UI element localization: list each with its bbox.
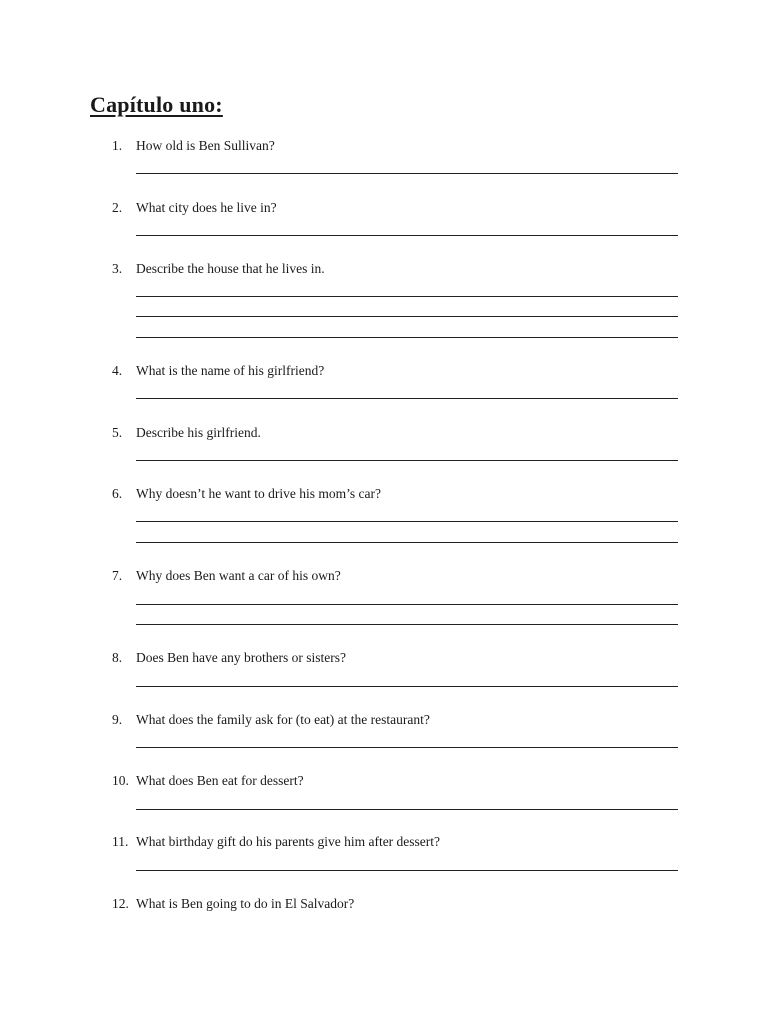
- question-number: 7.: [112, 568, 123, 583]
- answer-line[interactable]: [136, 337, 678, 338]
- answer-line[interactable]: [136, 604, 678, 605]
- question-text: What does the family ask for (to eat) at the restaurant?: [136, 712, 430, 727]
- question-text: Does Ben have any brothers or sisters?: [136, 650, 346, 665]
- answer-line[interactable]: [136, 542, 678, 543]
- answer-line[interactable]: [136, 398, 678, 399]
- question-number: 11.: [112, 834, 129, 849]
- answer-line[interactable]: [136, 624, 678, 625]
- answer-line[interactable]: [136, 521, 678, 522]
- question-number: 6.: [112, 486, 123, 501]
- question-text: What is the name of his girlfriend?: [136, 363, 325, 378]
- answer-line[interactable]: [136, 173, 678, 174]
- question-number: 5.: [112, 425, 123, 440]
- question-number: 4.: [112, 363, 123, 378]
- question-number: 1.: [112, 138, 123, 153]
- question-text: What city does he live in?: [136, 200, 277, 215]
- question-text: How old is Ben Sullivan?: [136, 138, 275, 153]
- question-number: 12.: [112, 896, 129, 911]
- answer-line[interactable]: [136, 809, 678, 810]
- question-text: What birthday gift do his parents give him after dessert?: [136, 834, 441, 849]
- question-text: Describe the house that he lives in.: [136, 261, 325, 276]
- question-number: 8.: [112, 650, 123, 665]
- page-title: Capítulo uno:: [90, 92, 223, 117]
- question-text: Why does Ben want a car of his own?: [136, 568, 341, 583]
- answer-line[interactable]: [136, 296, 678, 297]
- answer-line[interactable]: [136, 235, 678, 236]
- question-text: What does Ben eat for dessert?: [136, 773, 304, 788]
- question-text: Describe his girlfriend.: [136, 425, 261, 440]
- answer-line[interactable]: [136, 316, 678, 317]
- question-number: 9.: [112, 712, 123, 727]
- answer-line[interactable]: [136, 460, 678, 461]
- answer-line[interactable]: [136, 686, 678, 687]
- answer-line[interactable]: [136, 870, 678, 871]
- question-text: Why doesn’t he want to drive his mom’s car?: [136, 486, 381, 501]
- question-number: 3.: [112, 261, 123, 276]
- question-text: What is Ben going to do in El Salvador?: [136, 896, 355, 911]
- question-number: 2.: [112, 200, 123, 215]
- answer-line[interactable]: [136, 747, 678, 748]
- question-number: 10.: [112, 773, 129, 788]
